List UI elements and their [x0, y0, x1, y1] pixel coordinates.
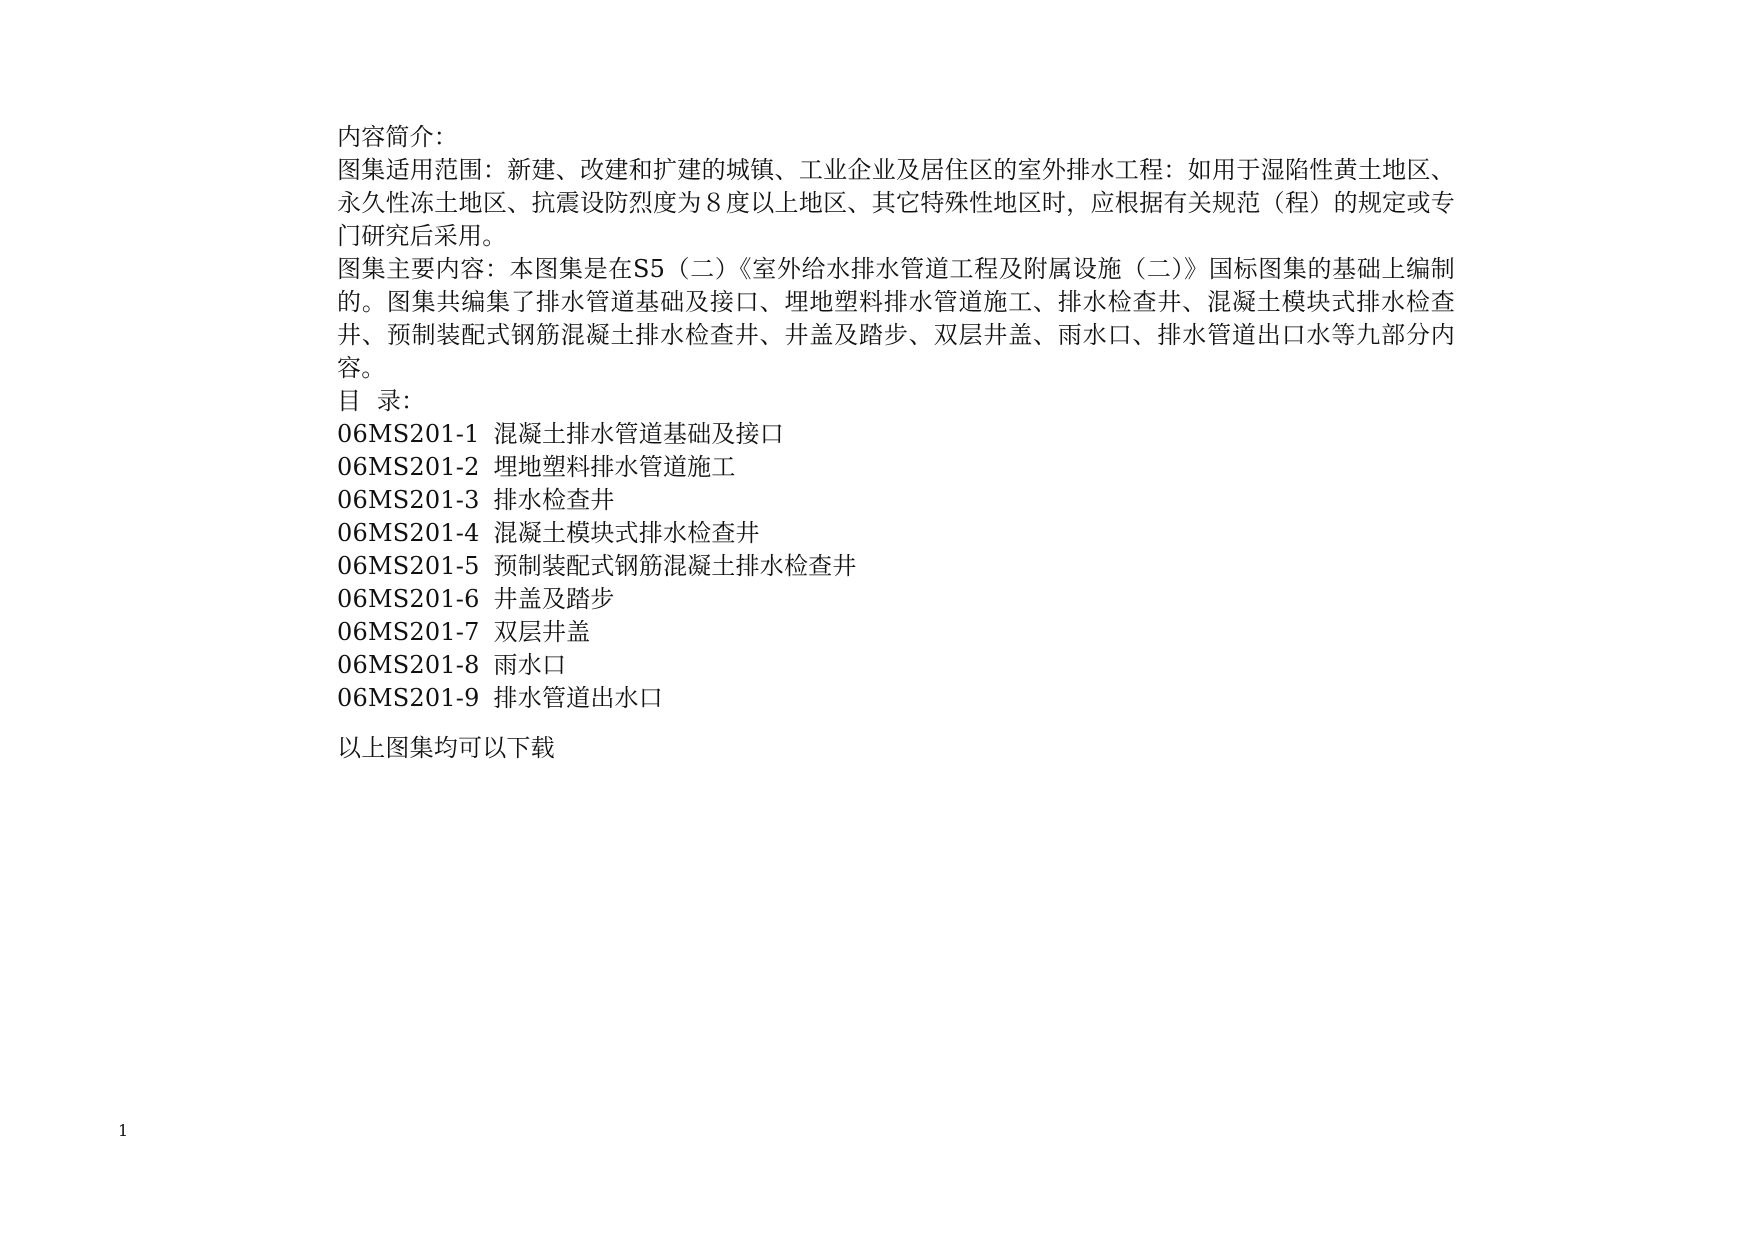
- toc-item: [337, 418, 1455, 451]
- toc-item-code: 06MS201-2: [337, 453, 480, 481]
- toc-item-title: 排水管道出水口: [493, 684, 663, 712]
- toc-item-code: 06MS201-4: [337, 519, 480, 547]
- main-content-paragraph: 图集主要内容：本图集是在S5（二）《室外给水排水管道工程及附属设施（二）》国标图集的基础上编制的。图集共编集了排水管道基础及接口、埋地塑料排水管道施工、排水检查井、混凝土模块式排水检查井、预制装配式钢筋混凝土排水检查井、井盖及踏步、双层井盖、雨水口、排水管道出口水等九部分内容。: [337, 255, 1455, 382]
- download-note: 以上图集均可以下载: [337, 734, 555, 762]
- toc-item-title: 埋地塑料排水管道施工: [493, 453, 736, 481]
- toc-label: 目 录：: [337, 387, 426, 415]
- toc-item: [337, 616, 1455, 649]
- toc-item-title: 双层井盖: [493, 618, 591, 646]
- toc-item-title: 井盖及踏步: [493, 585, 615, 613]
- toc-item-title: 混凝土排水管道基础及接口: [493, 420, 784, 448]
- intro-heading: 内容简介：: [337, 123, 458, 151]
- toc-item: [337, 649, 1455, 682]
- toc-item: [337, 682, 1455, 715]
- toc-item-code: 06MS201-1: [337, 420, 480, 448]
- toc-item-code: 06MS201-5: [337, 552, 480, 580]
- toc-item-code: 06MS201-7: [337, 618, 480, 646]
- toc-item: [337, 550, 1455, 583]
- toc-item: [337, 484, 1455, 517]
- toc-item-title: 预制装配式钢筋混凝土排水检查井: [493, 552, 857, 580]
- scope-paragraph: 图集适用范围：新建、改建和扩建的城镇、工业企业及居住区的室外排水工程：如用于湿陷性黄土地区、永久性冻土地区、抗震设防烈度为８度以上地区、其它特殊性地区时，应根据有关规范（程）的规定或专门研究后采用。: [337, 156, 1455, 250]
- toc-item-code: 06MS201-3: [337, 486, 480, 514]
- toc-item: [337, 451, 1455, 484]
- document-body: [337, 121, 1455, 765]
- page-number: 1: [118, 1121, 129, 1140]
- toc-item-code: 06MS201-8: [337, 651, 480, 679]
- toc-list: [337, 418, 1455, 715]
- toc-item: [337, 517, 1455, 550]
- toc-item-title: 雨水口: [493, 651, 567, 679]
- toc-item-code: 06MS201-9: [337, 684, 480, 712]
- toc-item: [337, 583, 1455, 616]
- toc-item-code: 06MS201-6: [337, 585, 480, 613]
- toc-item-title: 混凝土模块式排水检查井: [493, 519, 760, 547]
- toc-item-title: 排水检查井: [493, 486, 615, 514]
